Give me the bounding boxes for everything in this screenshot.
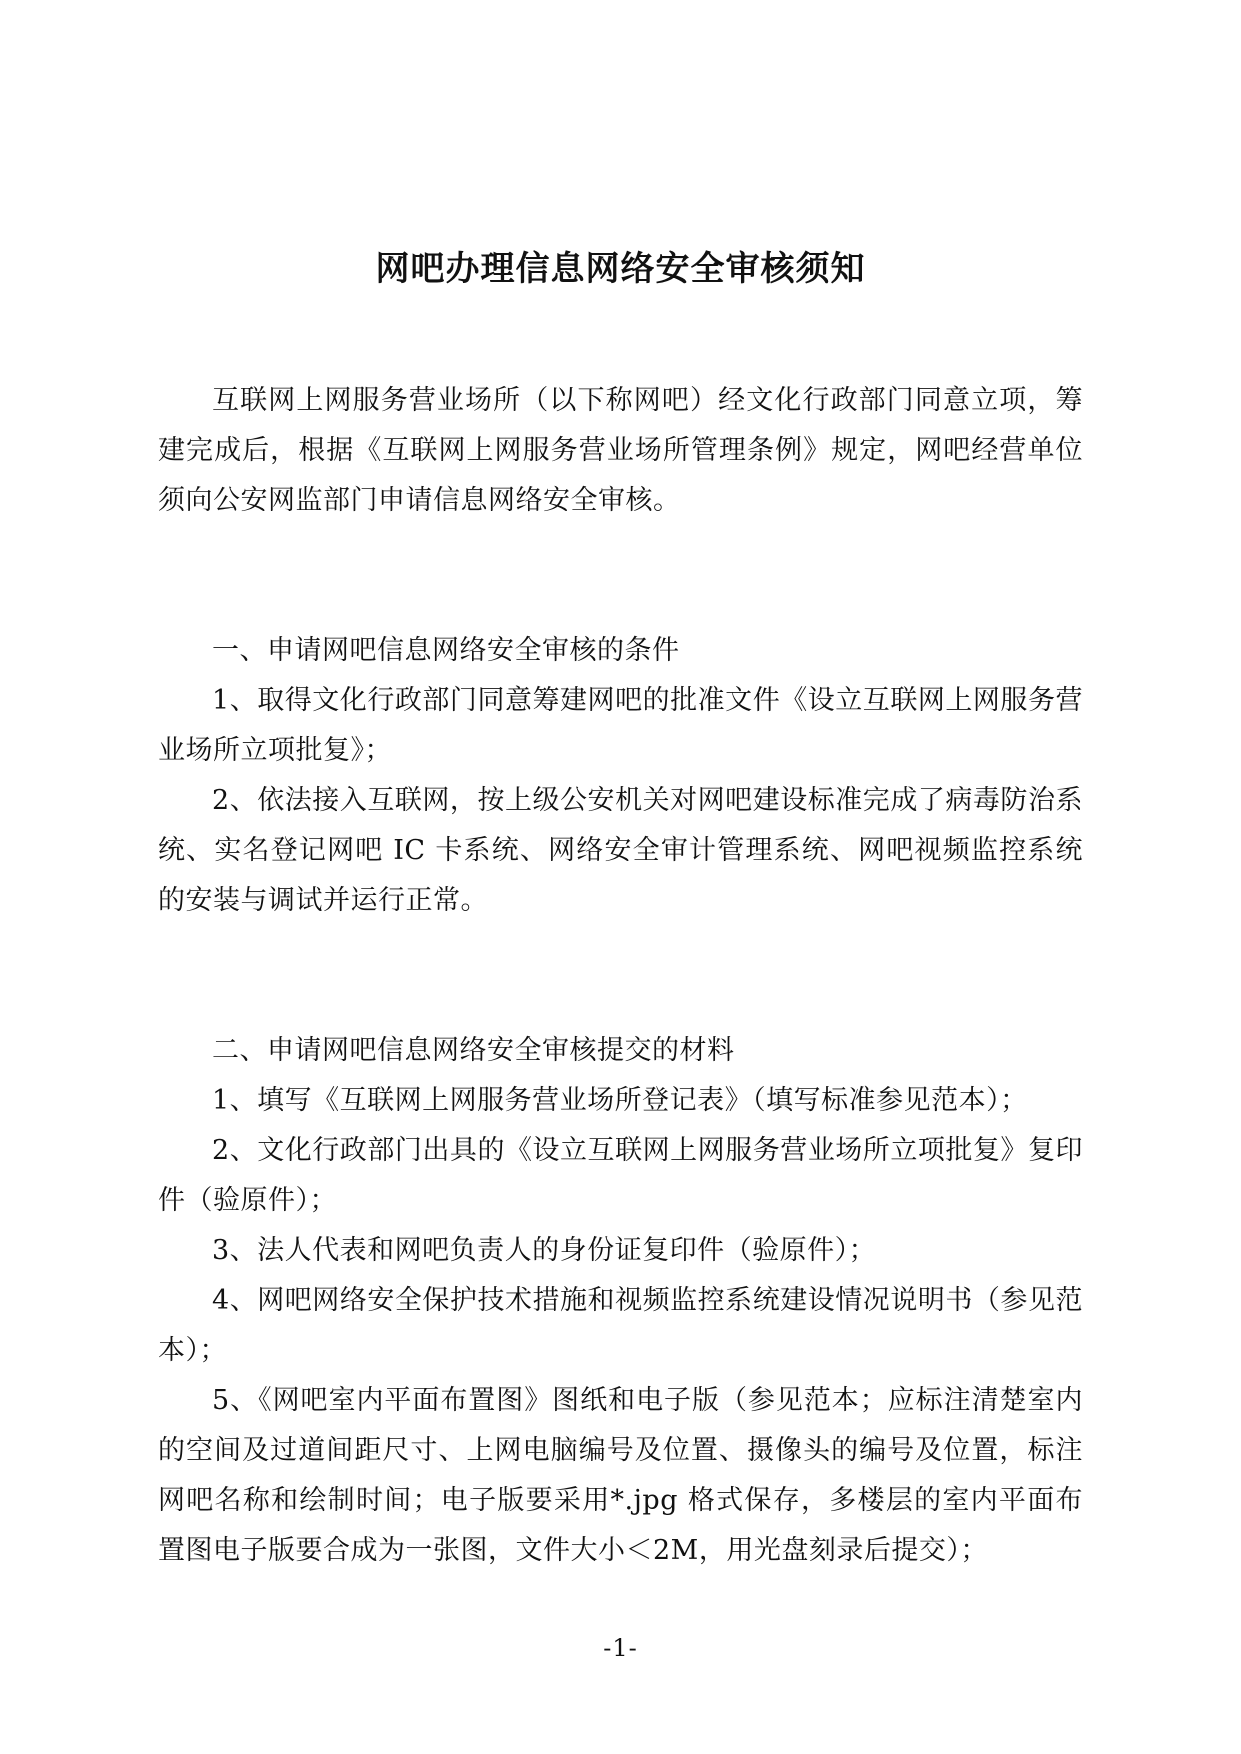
section-conditions (158, 626, 1083, 926)
document-body (158, 376, 1083, 1576)
section-spacer (158, 526, 1083, 626)
section-heading: 一、申请网吧信息网络安全审核的条件 (212, 635, 680, 666)
document-title: 网吧办理信息网络安全审核须知 (375, 249, 866, 289)
intro-paragraph: 互联网上网服务营业场所（以下称网吧）经文化行政部门同意立项，筹建完成后，根据《互联网上网服务营业场所管理条例》规定，网吧经营单位须向公安网监部门申请信息网络安全审核。 (158, 385, 1083, 516)
page-number: -1- (603, 1634, 638, 1662)
section-heading: 二、申请网吧信息网络安全审核提交的材料 (212, 1035, 735, 1066)
list-item: 1、填写《互联网上网服务营业场所登记表》（填写标准参见范本）； (212, 1085, 1028, 1116)
section-spacer (158, 926, 1083, 1026)
list-item: 2、依法接入互联网，按上级公安机关对网吧建设标准完成了病毒防治系统、实名登记网吧 IC 卡系统、网络安全审计管理系统、网吧视频监控系统的安装与调试并运行正常。 (158, 785, 1083, 916)
section-materials (158, 1026, 1083, 1576)
list-item: 5、《网吧室内平面布置图》图纸和电子版（参见范本；应标注清楚室内的空间及过道间距尺寸、上网电脑编号及位置、摄像头的编号及位置，标注网吧名称和绘制时间；电子版要采用*.jpg 格式保存，多楼层的室内平面布置图电子版要合成为一张图，文件大小＜2M，用光盘刻录后提交）； (158, 1385, 1083, 1566)
list-item: 4、网吧网络安全保护技术措施和视频监控系统建设情况说明书（参见范本）； (158, 1285, 1083, 1366)
list-item: 2、文化行政部门出具的《设立互联网上网服务营业场所立项批复》复印件（验原件）； (158, 1135, 1083, 1216)
list-item: 1、取得文化行政部门同意筹建网吧的批准文件《设立互联网上网服务营业场所立项批复》； (158, 685, 1083, 766)
list-item: 3、法人代表和网吧负责人的身份证复印件（验原件）； (212, 1235, 877, 1266)
